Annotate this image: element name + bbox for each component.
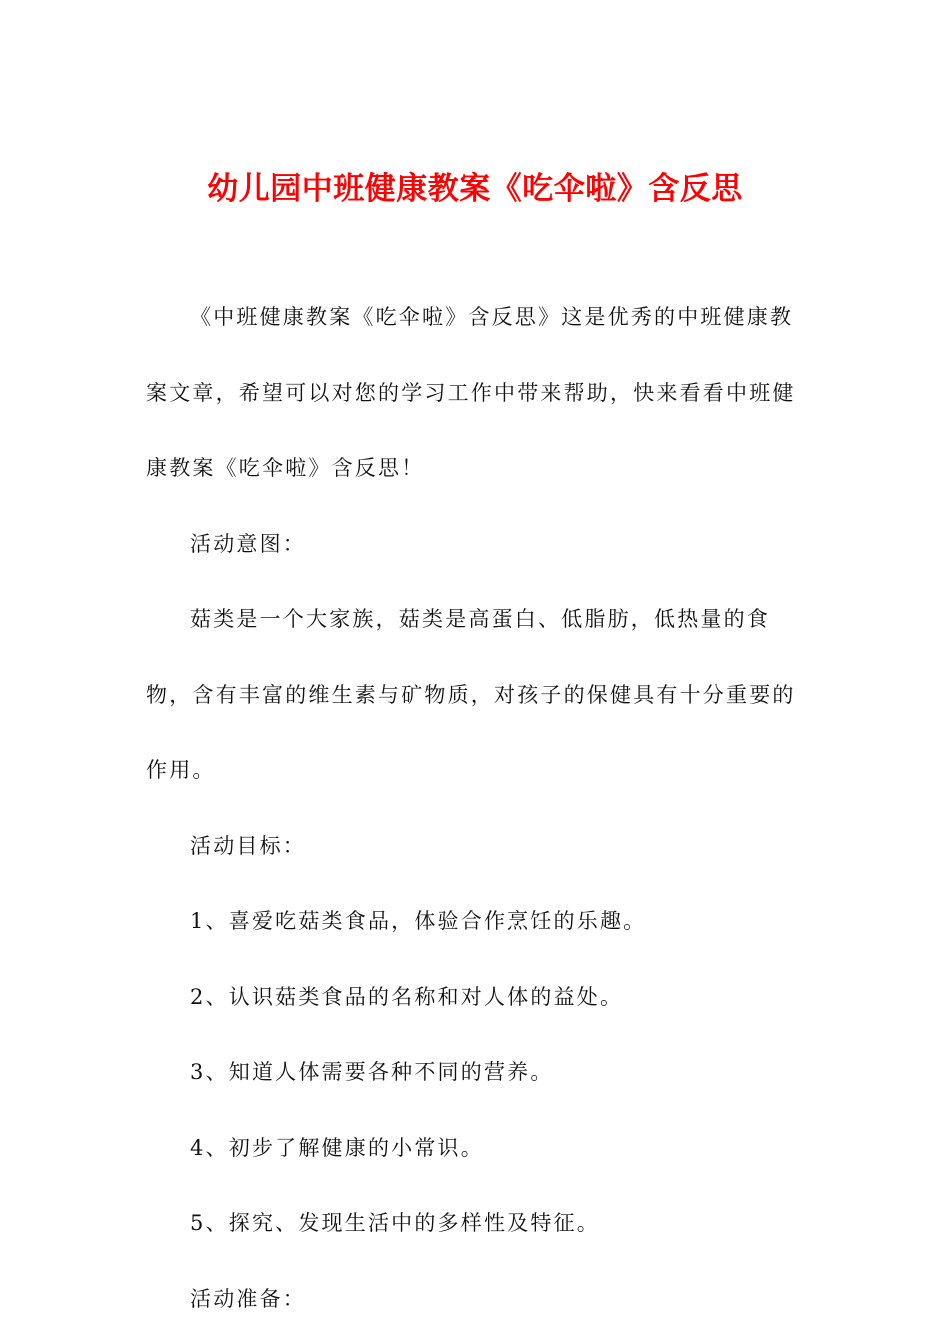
section-heading-preparation: 活动准备： [190, 1286, 306, 1311]
document-title: 幼儿园中班健康教案《吃伞啦》含反思 [207, 170, 743, 207]
intro-paragraph: 《中班健康教案《吃伞啦》含反思》这是优秀的中班健康教案文章，希望可以对您的学习工作中带来帮助，快来看看中班健康教案《吃伞啦》含反思！ [146, 305, 796, 480]
goal-item: 3、知道人体需要各种不同的营养。 [190, 1060, 554, 1084]
goal-item: 1、喜爱吃菇类食品，体验合作烹饪的乐趣。 [190, 909, 647, 933]
goal-item: 2、认识菇类食品的名称和对人体的益处。 [190, 984, 624, 1009]
goal-item: 5、探究、发现生活中的多样性及特征。 [190, 1211, 600, 1235]
section-heading-intent: 活动意图： [190, 531, 306, 556]
intent-paragraph: 菇类是一个大家族，菇类是高蛋白、低脂肪，低热量的食物，含有丰富的维生素与矿物质，对孩子的保健具有十分重要的作用。 [146, 607, 796, 782]
goal-item: 4、初步了解健康的小常识。 [190, 1135, 484, 1160]
section-heading-goals: 活动目标： [190, 833, 306, 858]
document-body [146, 280, 806, 1337]
